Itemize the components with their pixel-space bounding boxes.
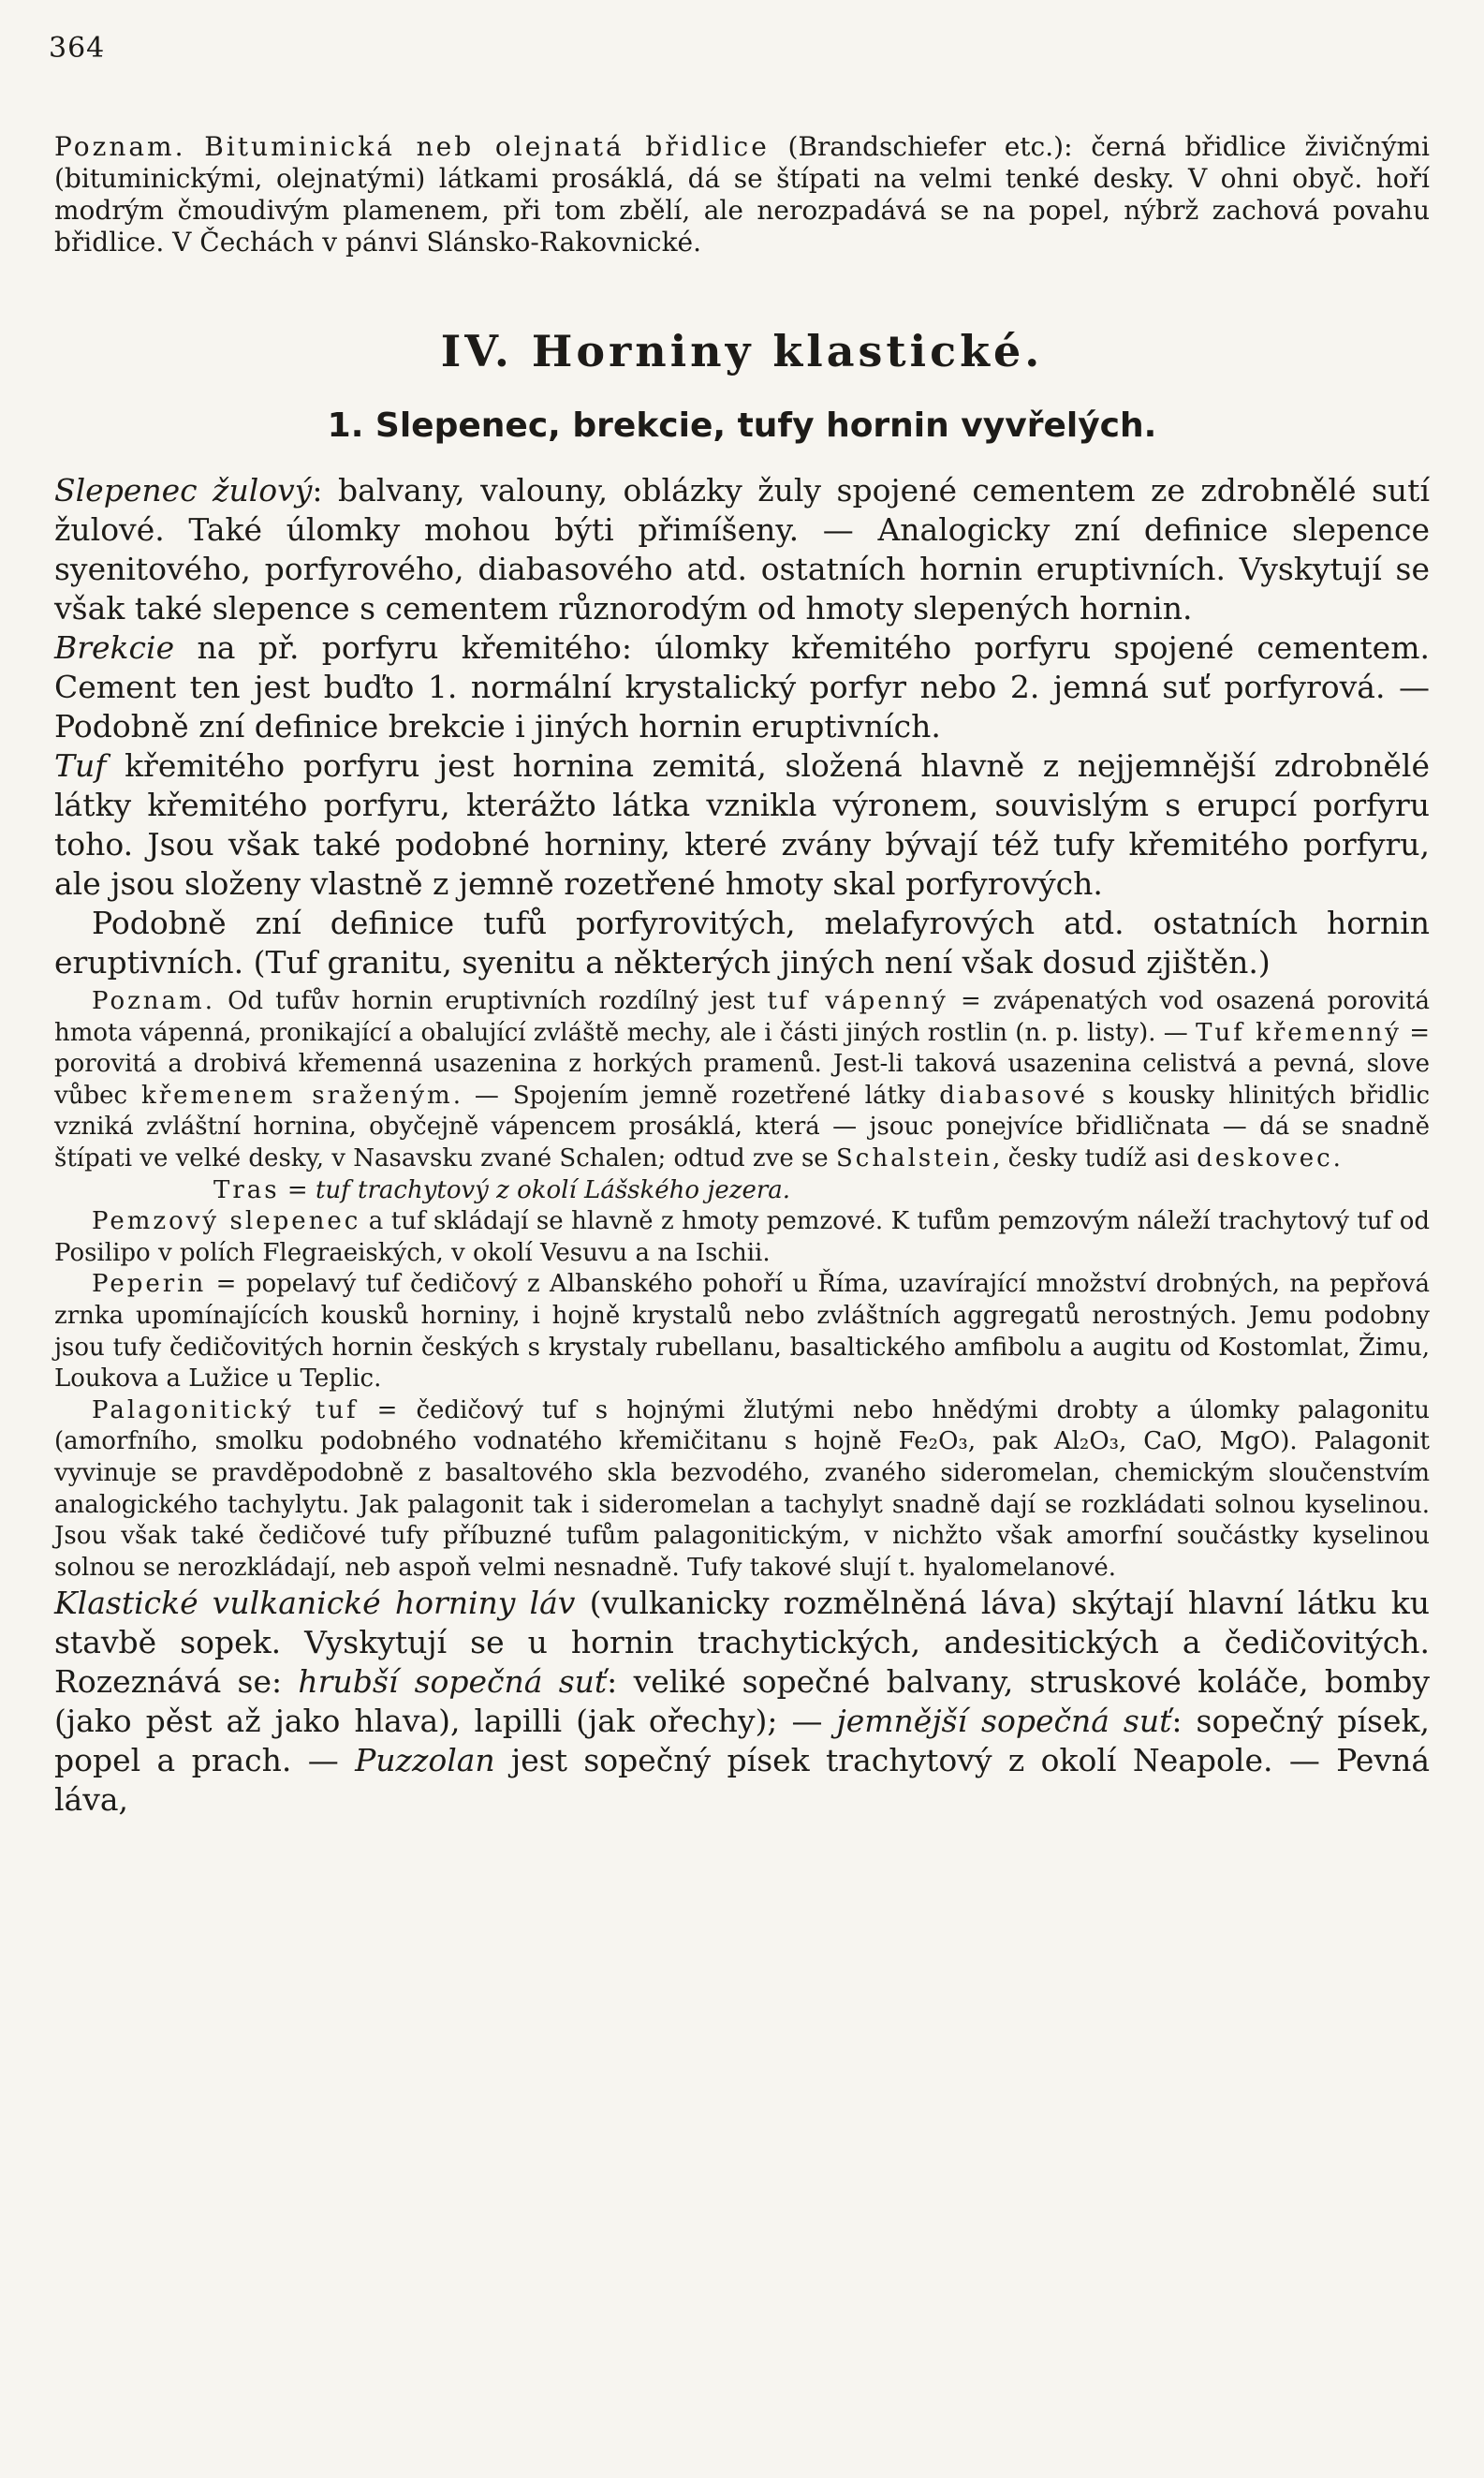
- text-palagonit: = čedičový tuf s hojnými žlutými nebo hnědými drobty a úlomky palagonitu (amorfního, smolku podobného vodnatého křemičitanu s hojně Fe₂O₃, pak Al₂O₃, CaO, MgO). Palagonit vyvinuje se pravděpodobně z basaltového skla bezvodého, zvaného sideromelan, chemickým sloučenstvím analogického tachylytu. Jak palagonit tak i sideromelan a tachylyt snadně dají se rozkládati solnou kyselinou. Jsou však také čedičové tufy příbuzné tufům palagonitickým, v nichžto však amorfní součástky kyselinou solnou se nerozkládají, neb aspoň velmi nesnadně. Tufy takové slují t. hyalomelanové.: [54, 1395, 1430, 1582]
- term-jemnejsi-sut: jemnější sopečná suť: [836, 1703, 1172, 1740]
- note-tras: [54, 1175, 1430, 1207]
- note-text: : černá břidlice živičnými (bituminickými, olejnatými) látkami prosáklá, dá se štípati na velmi tenké desky. V ohni obyč. hoří modrým čmoudivým plamenem, při tom zbělí, ale nerozpadává se na popel, nýbrž zachová povahu břidlice. V Čechách v pánvi Slánsko-Rakovnické.: [54, 131, 1430, 258]
- note-text-5: s kousky hlinitých břidlic vzniká zvláštní hornina, obyčejně vápencem prosáklá, která — jsouc ponejvíce břidličnata — dá se snadně štípati ve velké desky, v Nasavsku zvané Schalen; odtud zve se: [54, 1081, 1431, 1173]
- term-brekcie: Brekcie: [54, 629, 175, 666]
- paragraph-brekcie: [54, 628, 1430, 746]
- term-tuf: Tuf: [54, 747, 107, 784]
- term-kremen-srazeny: křemenem sraženým: [140, 1081, 453, 1110]
- page-number: 364: [49, 32, 106, 65]
- term-diabasove: diabasové: [939, 1081, 1088, 1110]
- note-text-6: , česky tudíž asi: [992, 1143, 1197, 1173]
- text-peperin: = popelavý tuf čedičový z Albanského pohoří u Říma, uzavírající množství drobných, na pepřová zrnka upomínajících kousků horniny, i hojně krystalů nebo zvláštních aggregatů nerostných. Jemu podobny jsou tufy čedičovitých hornin českých s krystaly rubellanu, basaltického amfibolu a augitu od Kostomlat, Žimu, Loukova a Lužice u Teplic.: [54, 1270, 1430, 1394]
- term-tuf-vapenny: tuf vápenný: [767, 987, 948, 1015]
- paragraph-klasticke: [54, 1584, 1430, 1820]
- note-text-7: .: [1332, 1143, 1341, 1173]
- page-body: [54, 131, 1430, 1820]
- term-tuf-kremenny: Tuf křemenný: [1196, 1018, 1402, 1047]
- note-paren: (Brandschiefer etc.): [787, 131, 1065, 162]
- term-schalstein: Schalstein: [835, 1143, 993, 1173]
- text-tras: = tuf trachytový z okolí Lášského jezera.: [279, 1175, 791, 1204]
- term-palagonit: Palagonitický tuf: [92, 1395, 359, 1424]
- note-text-1: Od tufův hornin eruptivních rozdílný jest: [214, 987, 768, 1015]
- note-bituminous-shale: [54, 131, 1430, 258]
- text-slepenec: : balvany, valouny, oblázky žuly spojené cementem ze zdrobnělé sutí žulové. Také úlomky mohou býti přimíšeny. — Analogicky zní definice slepence syenitového, porfyrového, diabasového atd. ostatních hornin eruptivních. Vyskytují se však také slepence s cementem různorodým od hmoty slepených hornin.: [54, 472, 1430, 627]
- text-klasticke-2: : veliké sopečné balvany, struskové koláče, bomby (jako pěst až jako hlava), lapilli (jak ořechy); —: [54, 1663, 1430, 1740]
- term-slepenec: Slepenec žulový: [54, 472, 313, 509]
- term-deskovec: deskovec: [1197, 1143, 1333, 1173]
- text-klasticke-4: jest sopečný písek trachytový z okolí Neapole. — Pevná láva,: [54, 1742, 1430, 1819]
- note-text-2: = zvápenatých vod osazená porovitá hmota vápenná, pronikající a obalující zvláště mechy, ale i části jiných rostlin (n. p. listy). —: [54, 987, 1430, 1047]
- text-tuf: křemitého porfyru jest hornina zemitá, složená hlavně z nejjemnější zdrobnělé látky křemitého porfyru, kterážto látka vznikla výronem, souvislým s erupcí porfyru toho. Jsou však také podobné horniny, které zvány bývají též tufy křemitého porfyru, ale jsou složeny vlastně z jemně rozetřené hmoty skal porfyrových.: [54, 747, 1430, 902]
- subsection-title: 1. Slepenec, brekcie, tufy hornin vyvřelých.: [327, 406, 1157, 445]
- note-peperin: [54, 1269, 1430, 1394]
- note-lead-2: Poznam.: [92, 987, 215, 1015]
- text-pemzovy: a tuf skládají se hlavně z hmoty pemzové. K tufům pemzovým náleží trachytový tuf od Posilipo v polích Flegraeiských, v okolí Vesuvu a na Ischii.: [54, 1207, 1430, 1267]
- text-klasticke-1: (vulkanicky rozmělněná láva) skýtají hlavní látku ku stavbě sopek. Vyskytují se u hornin trachytických, andesitických a čedičovitých. Rozeznává se:: [54, 1585, 1430, 1701]
- term-peperin: Peperin: [92, 1270, 207, 1299]
- paragraph-podobne: Podobně zní definice tufů porfyrovitých, melafyrových atd. ostatních hornin eruptivních. (Tuf granitu, syenitu a některých jiných není však dosud zjištěn.): [54, 905, 1430, 981]
- note-lead: Poznam.: [54, 131, 186, 162]
- term-tras: Tras: [213, 1175, 280, 1204]
- paragraph-slepenec: [54, 471, 1430, 628]
- note-term: Bituminická neb olejnatá břidlice: [204, 131, 770, 162]
- text-brekcie: na př. porfyru křemitého: úlomky křemitého porfyru spojené cementem. Cement ten jest buďto 1. normální krystalický porfyr nebo 2. jemná suť porfyrová. — Podobně zní definice brekcie i jiných hornin eruptivních.: [54, 629, 1430, 745]
- section-title: IV. Horniny klastické.: [440, 326, 1044, 376]
- term-hrubsi-sut: hrubší sopečná suť: [298, 1663, 608, 1701]
- note-pemzovy: [54, 1206, 1430, 1269]
- term-pemzovy: Pemzový slepenec: [92, 1207, 361, 1236]
- text-klasticke-3: : sopečný písek, popel a prach. —: [54, 1703, 1430, 1779]
- term-klasticke: Klastické vulkanické horniny láv: [54, 1585, 576, 1622]
- note-text-3: = porovitá a drobivá křemenná usazenina z horkých pramenů. Jest-li taková usazenina celistvá a pevná, slove vůbec: [54, 1018, 1431, 1110]
- term-puzzolan: Puzzolan: [355, 1742, 495, 1779]
- note-tuf-vapenny: [54, 986, 1430, 1175]
- note-text-4: . — Spojením jemně rozetřené látky: [452, 1081, 940, 1110]
- paragraph-tuf: [54, 746, 1430, 904]
- note-palagonit: [54, 1395, 1430, 1585]
